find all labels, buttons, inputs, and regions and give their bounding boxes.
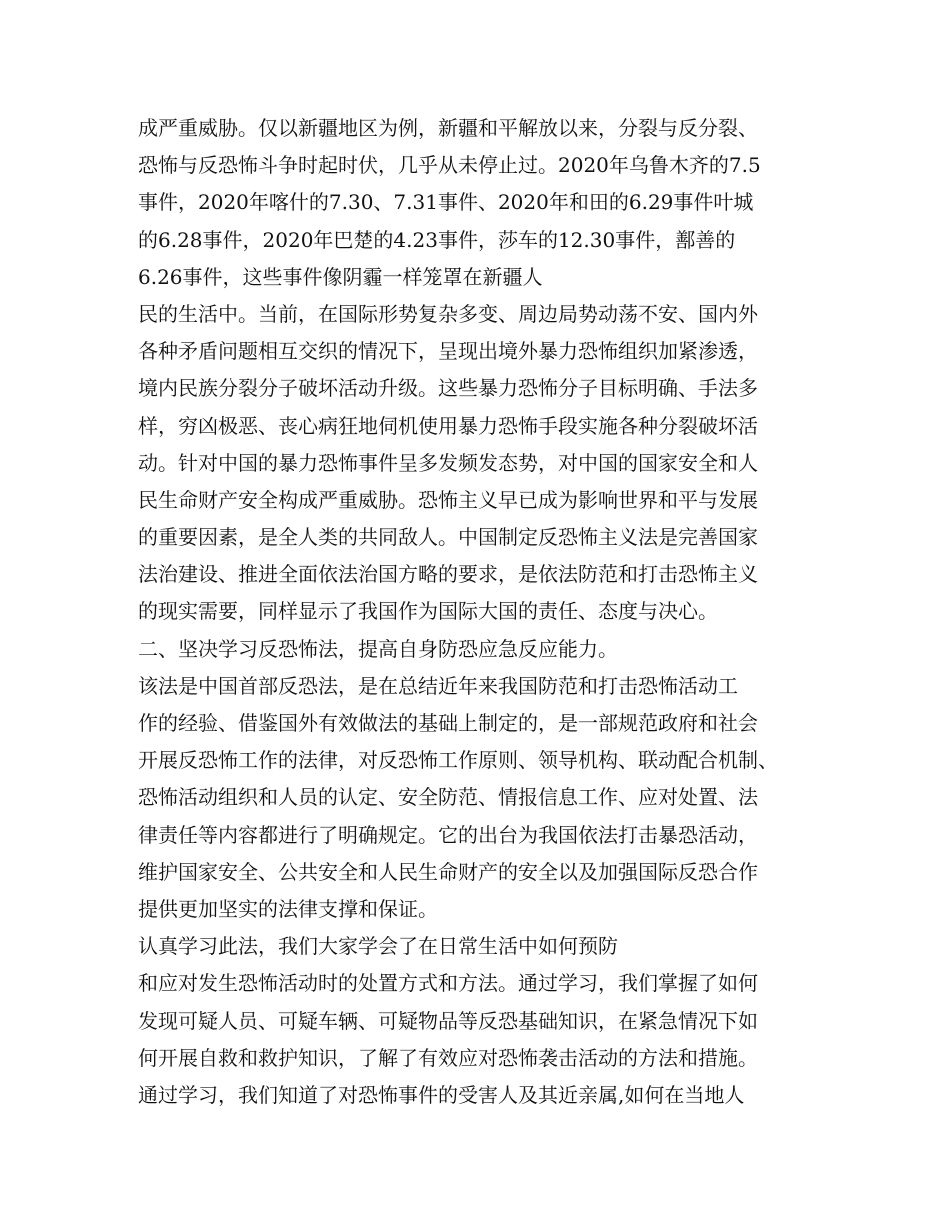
text-line: 恐怖活动组织和人员的认定、安全防范、情报信息工作、应对处置、法: [138, 785, 758, 810]
text-line: 和应对发生恐怖活动时的处置方式和方法。通过学习，我们掌握了如何: [138, 971, 758, 996]
text-line: 成严重威胁。仅以新疆地区为例，新疆和平解放以来，分裂与反分裂、: [138, 116, 758, 140]
text-line: 6.26事件，这些事件像阴霾一样笼罩在新疆人: [138, 264, 543, 289]
text-line: 何开展自救和救护知识，了解了有效应对恐怖袭击活动的方法和措施。: [138, 1045, 758, 1070]
text-line: 恐怖与反恐怖斗争时起时伏，几乎从未停止过。2020年乌鲁木齐的7.5: [138, 153, 761, 178]
text-line: 提供更加坚实的法律支撑和保证。: [138, 896, 438, 921]
text-line: 各种矛盾问题相互交织的情况下，呈现出境外暴力恐怖组织加紧渗透，: [138, 339, 758, 364]
text-line: 事件，2020年喀什的7.30、7.31事件、2020年和田的6.29事件叶城: [138, 190, 754, 215]
text-line: 境内民族分裂分子破坏活动升级。这些暴力恐怖分子目标明确、手法多: [138, 376, 758, 401]
text-line: 通过学习，我们知道了对恐怖事件的受害人及其近亲属,如何在当地人: [138, 1082, 745, 1107]
text-line: 维护国家安全、公共安全和人民生命财产的安全以及加强国际反恐合作: [138, 859, 758, 884]
text-line: 律责任等内容都进行了明确规定。它的出台为我国依法打击暴恐活动，: [138, 822, 758, 847]
document-body: [138, 110, 828, 1114]
text-line: 开展反恐怖工作的法律，对反恐怖工作原则、领导机构、联动配合机制、: [138, 748, 778, 773]
text-line: 认真学习此法，我们大家学会了在日常生活中如何预防: [138, 934, 618, 959]
text-line: 作的经验、借鉴国外有效做法的基础上制定的，是一部规范政府和社会: [138, 711, 758, 735]
text-line: 民生命财产安全构成严重威胁。恐怖主义早已成为影响世界和平与发展: [138, 487, 758, 512]
text-line: 发现可疑人员、可疑车辆、可疑物品等反恐基础知识，在紧急情况下如: [138, 1008, 758, 1033]
text-line: 样，穷凶极恶、丧心病狂地伺机使用暴力恐怖手段实施各种分裂破坏活: [138, 413, 758, 438]
text-line: 动。针对中国的暴力恐怖事件呈多发频发态势，对中国的国家安全和人: [138, 450, 758, 475]
text-line: 民的生活中。当前，在国际形势复杂多变、周边局势动荡不安、国内外: [138, 301, 758, 326]
text-line: 的重要因素，是全人类的共同敌人。中国制定反恐怖主义法是完善国家: [138, 525, 758, 550]
section-heading: 二、坚决学习反恐怖法，提高自身防恐应急反应能力。: [138, 636, 618, 661]
text-line: 的6.28事件，2020年巴楚的4.23事件，莎车的12.30事件，鄯善的: [138, 227, 736, 252]
text-line: 的现实需要，同样显示了我国作为国际大国的责任、态度与决心。: [138, 599, 718, 624]
text-line: 法治建设、推进全面依法治国方略的要求，是依法防范和打击恐怖主义: [138, 562, 758, 587]
text-line: 该法是中国首部反恐法，是在总结近年来我国防范和打击恐怖活动工: [138, 673, 738, 698]
